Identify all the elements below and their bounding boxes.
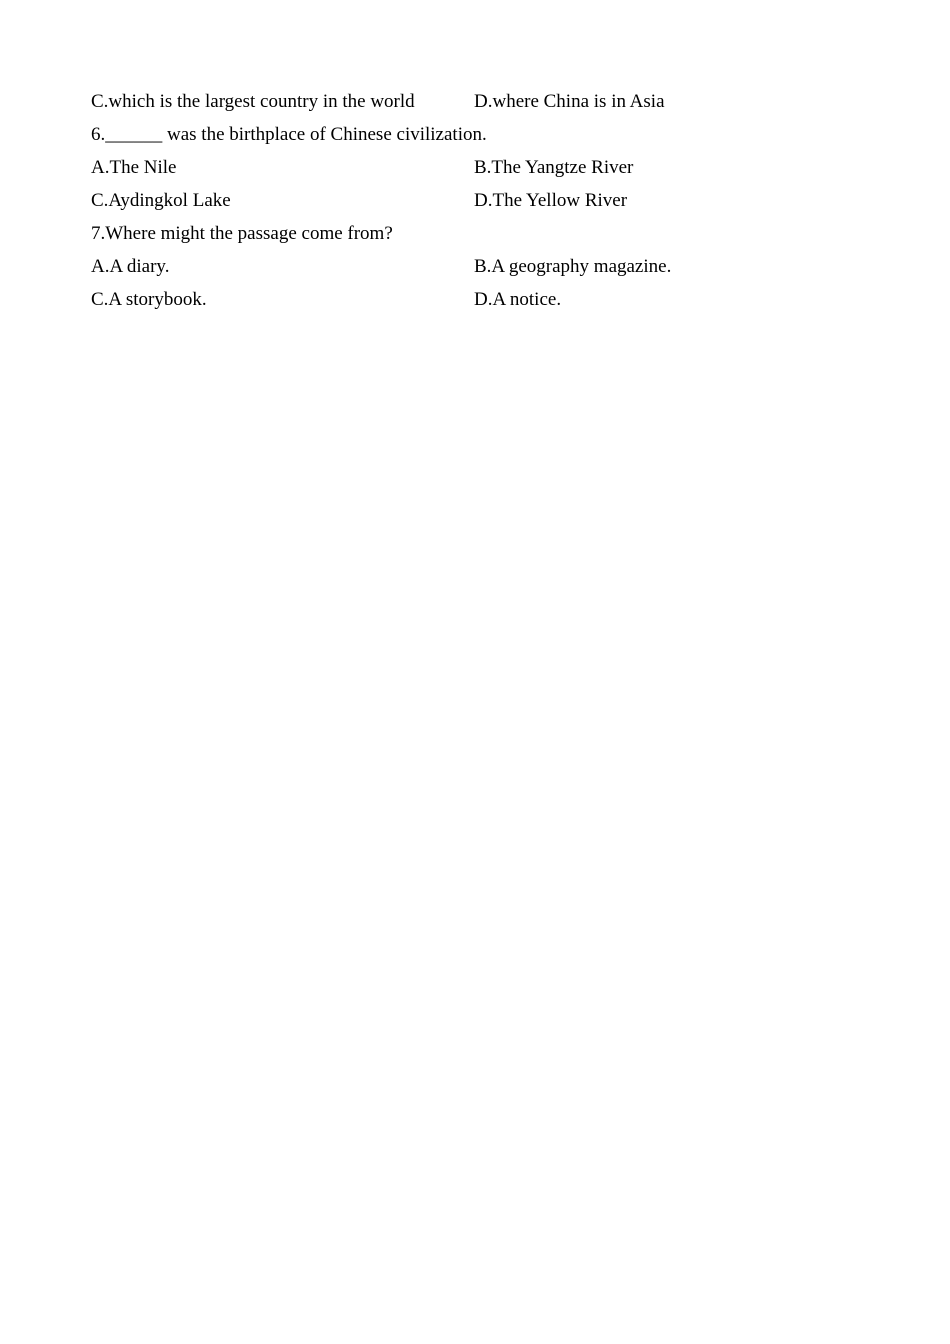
q6-option-a: A.The Nile [91,157,177,178]
q5-option-d: D.where China is in Asia [474,91,665,112]
q7-option-b: B.A geography magazine. [474,256,672,277]
q6-option-c: C.Aydingkol Lake [91,190,231,211]
q7-option-c: C.A storybook. [91,289,207,310]
q7-stem-row [91,221,871,254]
q7-option-d: D.A notice. [474,289,562,310]
q6-options-row-cd [91,188,871,221]
q7-options-row-ab [91,254,871,287]
q6-options-row-ab [91,155,871,188]
q6-stem-row [91,122,871,155]
q6-option-b: B.The Yangtze River [474,157,634,178]
q7-options-row-cd [91,287,871,320]
q7-option-a: A.A diary. [91,256,170,277]
q5-options-row-cd [91,89,871,122]
question-list [91,89,871,320]
q6-stem: 6.______ was the birthplace of Chinese civilization. [91,124,487,145]
q5-option-c: C.which is the largest country in the world [91,91,415,112]
q6-option-d: D.The Yellow River [474,190,628,211]
q7-stem: 7.Where might the passage come from? [91,223,393,244]
